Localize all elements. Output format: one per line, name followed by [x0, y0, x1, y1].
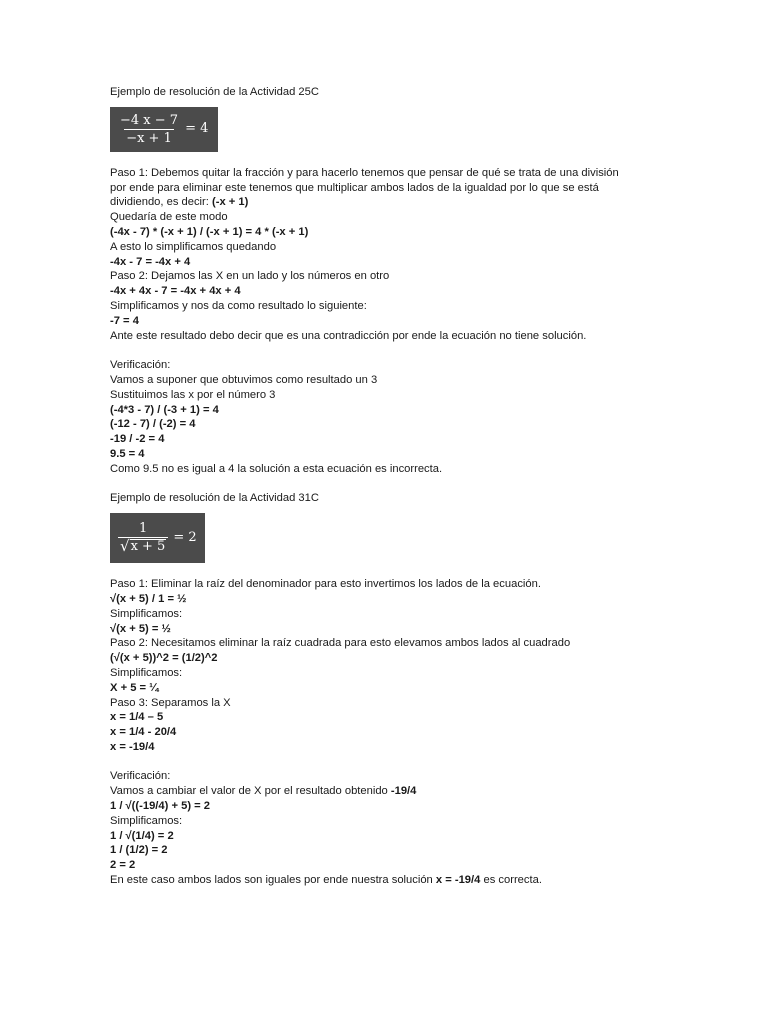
- paso1-line-3: [110, 195, 670, 210]
- equation-line: x = -19/4: [110, 740, 155, 753]
- equation-line: -4x + 4x - 7 = -4x + 4x + 4: [110, 285, 241, 298]
- text-line: Sustituimos las x por el número 3: [110, 388, 276, 401]
- paso1-line: Paso 1: Eliminar la raíz del denominador para esto invertimos los lados de la ecuación.: [110, 578, 541, 591]
- paso1-text: dividiendo, es decir:: [110, 196, 212, 209]
- radical-icon: √: [120, 537, 130, 556]
- equation-line: 1 / √((-19/4) + 5) = 2: [110, 800, 211, 813]
- equation-line: x = 1/4 - 20/4: [110, 726, 177, 739]
- equation-rhs: = 4: [185, 120, 209, 136]
- paso1-line-1: Paso 1: Debemos quitar la fracción y para hacerlo tenemos que pensar de qué se trata de una división: [110, 166, 619, 179]
- paso3-line: Paso 3: Separamos la X: [110, 696, 231, 709]
- fraction-denominator: [118, 537, 168, 555]
- fraction-denominator: −x + 1: [126, 130, 172, 146]
- equation-line: 1 / √(1/4) = 2: [110, 829, 174, 842]
- verification-value: -19/4: [390, 785, 417, 798]
- equation-line: -4x - 7 = -4x + 4: [110, 255, 191, 268]
- verification-intro: [110, 784, 670, 799]
- equation-line: x = 1/4 – 5: [110, 711, 164, 724]
- section-heading-25c: Ejemplo de resolución de la Actividad 25C: [110, 86, 319, 98]
- conclusion-line: Ante este resultado debo decir que es una contradicción por ende la ecuación no tiene solución.: [110, 329, 587, 342]
- conclusion-text-end: es correcta.: [480, 874, 542, 887]
- document-content: [110, 85, 670, 888]
- equation-line: -19 / -2 = 4: [110, 433, 165, 446]
- text-line: Simplificamos:: [110, 666, 183, 679]
- text-line: A esto lo simplificamos quedando: [110, 240, 277, 253]
- equation-line: X + 5 = ¼: [110, 681, 159, 694]
- equation-line: √(x + 5) = ½: [110, 622, 171, 635]
- final-conclusion: [110, 873, 670, 888]
- fraction-numerator: −4 x − 7: [120, 112, 179, 128]
- equation-image-25c: [110, 107, 218, 152]
- paso2-line: Paso 2: Dejamos las X en un lado y los números en otro: [110, 270, 390, 283]
- text-line: Simplificamos y nos da como resultado lo siguiente:: [110, 299, 367, 312]
- conclusion-text: En este caso ambos lados son iguales por ende nuestra solución: [110, 874, 436, 887]
- text-line: Simplificamos:: [110, 607, 183, 620]
- verification-title: Verificación:: [110, 770, 171, 783]
- equation-image-31c: [110, 513, 205, 563]
- verification-text: Vamos a cambiar el valor de X por el resultado obtenido: [110, 785, 391, 798]
- text-line: Quedaría de este modo: [110, 211, 228, 224]
- fraction: [118, 113, 180, 146]
- paso1-divisor: (-x + 1): [212, 196, 249, 209]
- equation-line: 1 / (1/2) = 2: [110, 844, 168, 857]
- text-line: Simplificamos:: [110, 814, 183, 827]
- equation-line: 2 = 2: [110, 859, 136, 872]
- equation-line: 9.5 = 4: [110, 447, 145, 460]
- equation-line: (-4x - 7) * (-x + 1) / (-x + 1) = 4 * (-x + 1): [110, 225, 309, 238]
- paso2-line: Paso 2: Necesitamos eliminar la raíz cuadrada para esto elevamos ambos lados al cuadrado: [110, 637, 571, 650]
- equation-rhs: = 2: [173, 529, 197, 545]
- paso1-line-2: por ende para eliminar este tenemos que multiplicar ambos lados de la igualdad por lo que se está: [110, 181, 599, 194]
- square-root: [120, 539, 166, 554]
- equation-line: (-12 - 7) / (-2) = 4: [110, 418, 196, 431]
- equation-line: (√(x + 5))^2 = (1/2)^2: [110, 652, 218, 665]
- text-line: Vamos a suponer que obtuvimos como resultado un 3: [110, 373, 378, 386]
- fraction: [118, 521, 168, 555]
- fraction-numerator: 1: [139, 521, 148, 537]
- equation-line: (-4*3 - 7) / (-3 + 1) = 4: [110, 403, 219, 416]
- equation-line: √(x + 5) / 1 = ½: [110, 592, 187, 605]
- conclusion-solution: x = -19/4: [435, 874, 481, 887]
- section-heading-31c: Ejemplo de resolución de la Actividad 31C: [110, 492, 319, 505]
- equation-line: -7 = 4: [110, 314, 139, 327]
- verification-title: Verificación:: [110, 359, 171, 372]
- verification-conclusion: Como 9.5 no es igual a 4 la solución a esta ecuación es incorrecta.: [110, 462, 443, 475]
- radicand: x + 5: [130, 539, 166, 555]
